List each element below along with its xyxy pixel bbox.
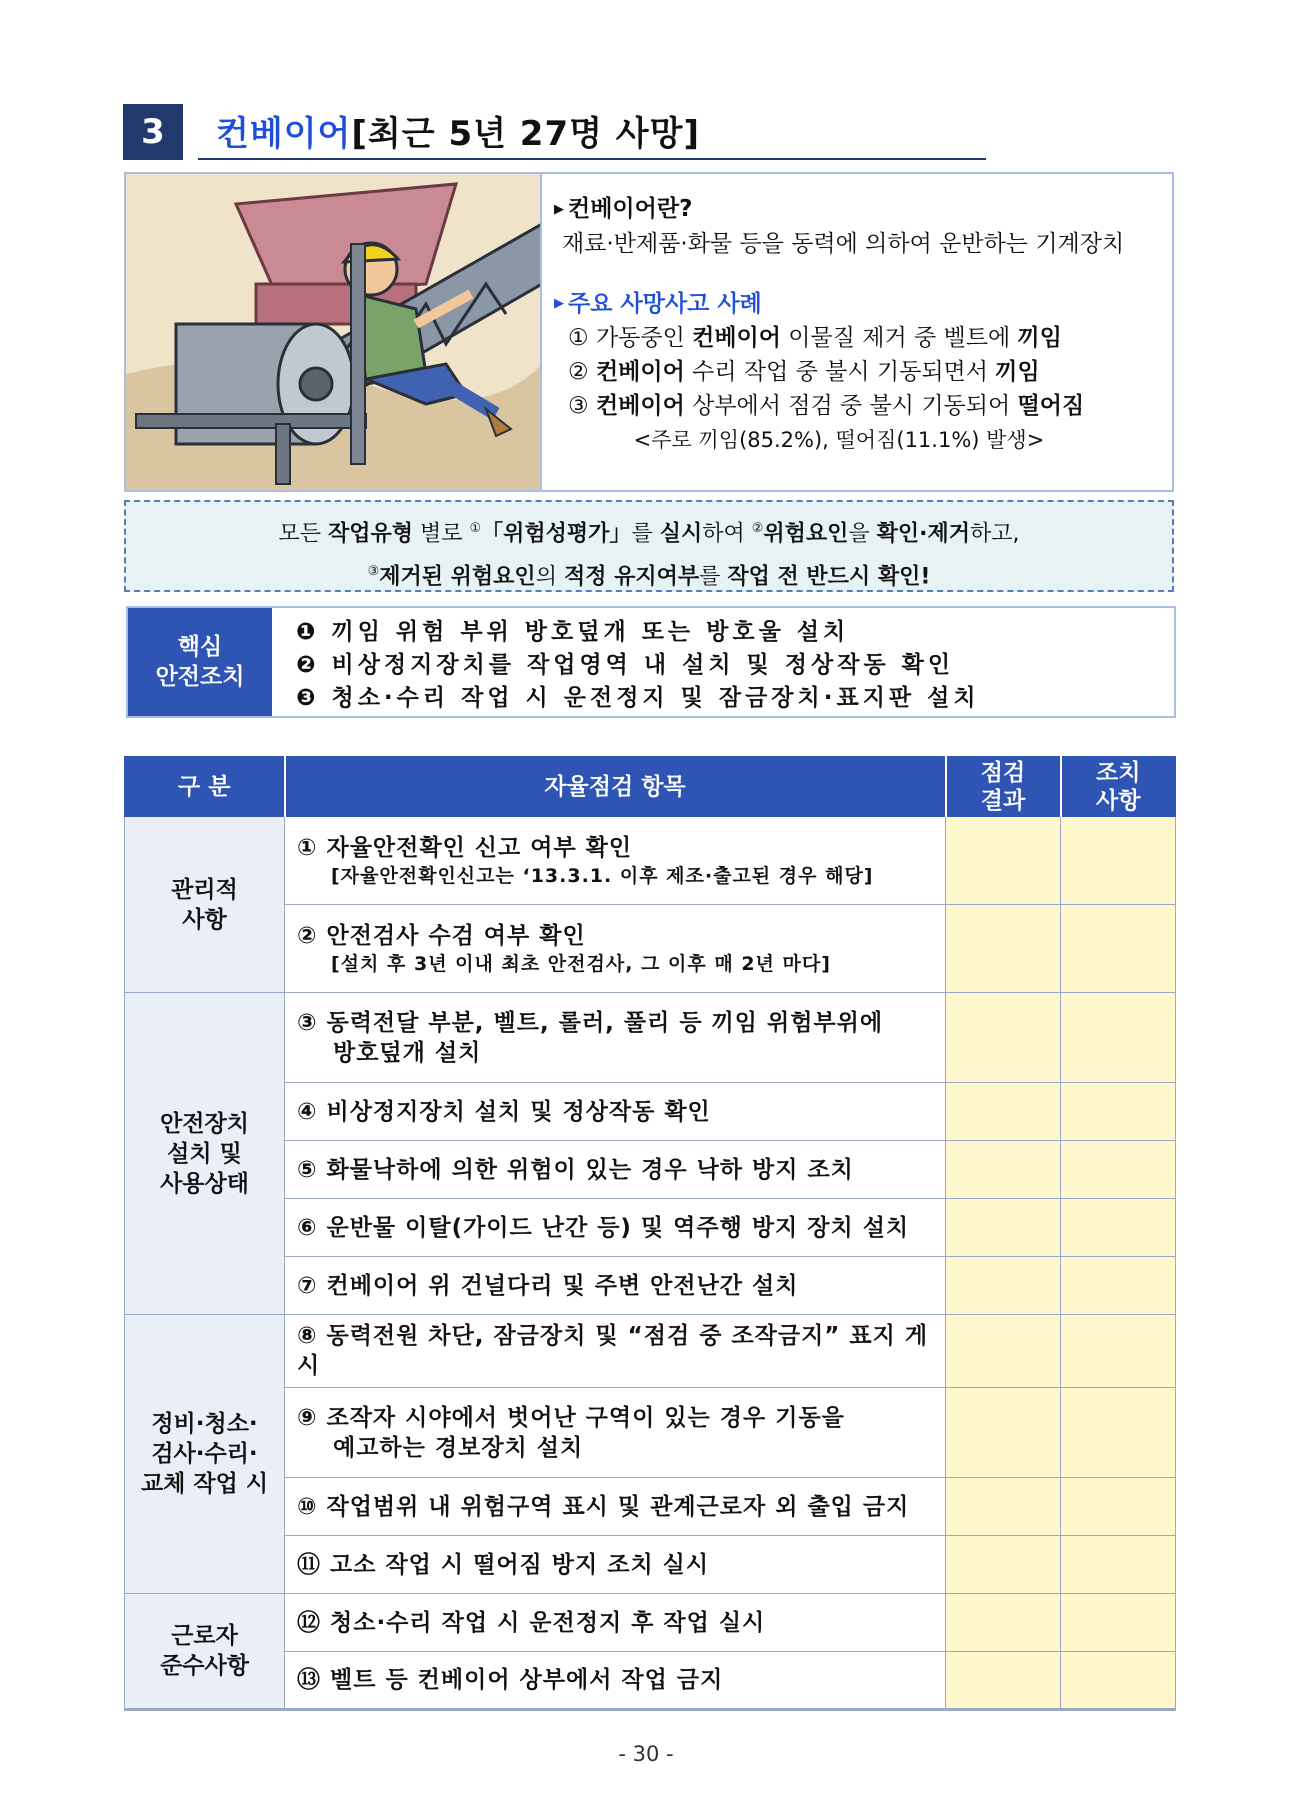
table-row (125, 1594, 1176, 1652)
category-worker: 근로자 준수사항 (125, 1594, 285, 1710)
intro-text (554, 192, 1164, 457)
notice-line-1: 모든 작업유형 별로 ①「위험성평가」를 실시하여 ②위험요인을 확인·제거하고, (278, 521, 1020, 547)
case-item: ③ 컨베이어 상부에서 점검 중 불시 기동되어 떨어짐 (568, 393, 1085, 419)
check-item: ② 안전검사 수검 여부 확인 [설치 후 3년 이내 최초 안전검사, 그 이후 매 2년 마다] (285, 905, 946, 993)
conveyor-illustration-svg (126, 174, 542, 490)
result-cell[interactable] (946, 817, 1061, 905)
action-cell[interactable] (1061, 1315, 1176, 1388)
cases-heading: ▶ 주요 사망사고 사례 (554, 290, 762, 317)
check-item: ⑤ 화물낙하에 의한 위험이 있는 경우 낙하 방지 조치 (285, 1141, 946, 1199)
check-item: ⑫ 청소·수리 작업 시 운전정지 후 작업 실시 (285, 1594, 946, 1652)
key-safety-item: ❶ 끼임 위험 부위 방호덮개 또는 방호울 설치 (296, 619, 850, 645)
action-cell[interactable] (1061, 1594, 1176, 1652)
table-row (125, 993, 1176, 1083)
header-action: 조치 사항 (1061, 757, 1176, 817)
key-safety-item: ❷ 비상정지장치를 작업영역 내 설치 및 정상작동 확인 (296, 652, 955, 678)
section-title (216, 106, 700, 155)
action-cell[interactable] (1061, 993, 1176, 1083)
conveyor-accident-illustration (126, 174, 542, 490)
result-cell[interactable] (946, 905, 1061, 993)
header-result: 점검 결과 (946, 757, 1061, 817)
result-cell[interactable] (946, 1536, 1061, 1594)
section-title-rest: [최근 5년 27명 사망] (351, 114, 701, 154)
category-safety-device: 안전장치 설치 및 사용상태 (125, 993, 285, 1315)
action-cell[interactable] (1061, 817, 1176, 905)
action-cell[interactable] (1061, 1478, 1176, 1536)
section-number: 3 (123, 104, 183, 160)
check-item: ⑧ 동력전원 차단, 잠금장치 및 “점검 중 조작금지” 표지 게시 (285, 1315, 946, 1388)
table-row (125, 1315, 1176, 1388)
key-safety-label: 핵심 안전조치 (128, 608, 272, 716)
table-row (125, 817, 1176, 905)
key-safety-item: ❸ 청소·수리 작업 시 운전정지 및 잠금장치·표지판 설치 (296, 685, 980, 711)
self-check-table (124, 756, 1176, 1711)
section-title-highlight: 컨베이어 (216, 114, 352, 154)
page-number: - 30 - (618, 1742, 674, 1766)
key-safety-items (296, 616, 980, 715)
result-cell[interactable] (946, 1315, 1061, 1388)
cases-note: <주로 끼임(85.2%), 떨어짐(11.1%) 발생> (633, 428, 1045, 452)
category-maintenance: 정비·청소· 검사·수리· 교체 작업 시 (125, 1315, 285, 1594)
check-item: ⑬ 벨트 등 컨베이어 상부에서 작업 금지 (285, 1652, 946, 1710)
result-cell[interactable] (946, 993, 1061, 1083)
header-category: 구 분 (125, 757, 285, 817)
result-cell[interactable] (946, 1594, 1061, 1652)
notice-line-2: ③제거된 위험요인의 적정 유지여부를 작업 전 반드시 확인! (367, 564, 931, 590)
action-cell[interactable] (1061, 1141, 1176, 1199)
result-cell[interactable] (946, 1083, 1061, 1141)
what-text: 재료·반제품·화물 등을 동력에 의하여 운반하는 기계장치 (562, 230, 1125, 257)
action-cell[interactable] (1061, 1083, 1176, 1141)
check-item: ⑥ 운반물 이탈(가이드 난간 등) 및 역주행 방지 장치 설치 (285, 1199, 946, 1257)
action-cell[interactable] (1061, 1536, 1176, 1594)
action-cell[interactable] (1061, 1388, 1176, 1478)
intro-box (124, 172, 1174, 492)
check-item: ④ 비상정지장치 설치 및 정상작동 확인 (285, 1083, 946, 1141)
table-header-row (125, 757, 1176, 817)
key-safety-box (126, 606, 1176, 718)
result-cell[interactable] (946, 1199, 1061, 1257)
notice-box (124, 500, 1174, 592)
check-item: ⑩ 작업범위 내 위험구역 표시 및 관계근로자 외 출입 금지 (285, 1478, 946, 1536)
check-item: ① 자율안전확인 신고 여부 확인 [자율안전확인신고는 ‘13.3.1. 이후 제조·출고된 경우 해당] (285, 817, 946, 905)
section-underline (198, 158, 986, 160)
header-item: 자율점검 항목 (285, 757, 946, 817)
action-cell[interactable] (1061, 1652, 1176, 1710)
check-item: ③ 동력전달 부분, 벨트, 롤러, 풀리 등 끼임 위험부위에 방호덮개 설치 (285, 993, 946, 1083)
action-cell[interactable] (1061, 1199, 1176, 1257)
category-management: 관리적 사항 (125, 817, 285, 993)
result-cell[interactable] (946, 1141, 1061, 1199)
action-cell[interactable] (1061, 1257, 1176, 1315)
check-item: ⑨ 조작자 시야에서 벗어난 구역이 있는 경우 기동을 예고하는 경보장치 설치 (285, 1388, 946, 1478)
what-heading: ▶ 컨베이어란? (554, 196, 693, 222)
check-item: ⑦ 컨베이어 위 건널다리 및 주변 안전난간 설치 (285, 1257, 946, 1315)
result-cell[interactable] (946, 1652, 1061, 1710)
action-cell[interactable] (1061, 905, 1176, 993)
result-cell[interactable] (946, 1478, 1061, 1536)
check-item: ⑪ 고소 작업 시 떨어짐 방지 조치 실시 (285, 1536, 946, 1594)
case-item: ① 가동중인 컨베이어 이물질 제거 중 벨트에 끼임 (568, 325, 1062, 351)
result-cell[interactable] (946, 1257, 1061, 1315)
case-item: ② 컨베이어 수리 작업 중 불시 기동되면서 끼임 (568, 359, 1040, 385)
result-cell[interactable] (946, 1388, 1061, 1478)
